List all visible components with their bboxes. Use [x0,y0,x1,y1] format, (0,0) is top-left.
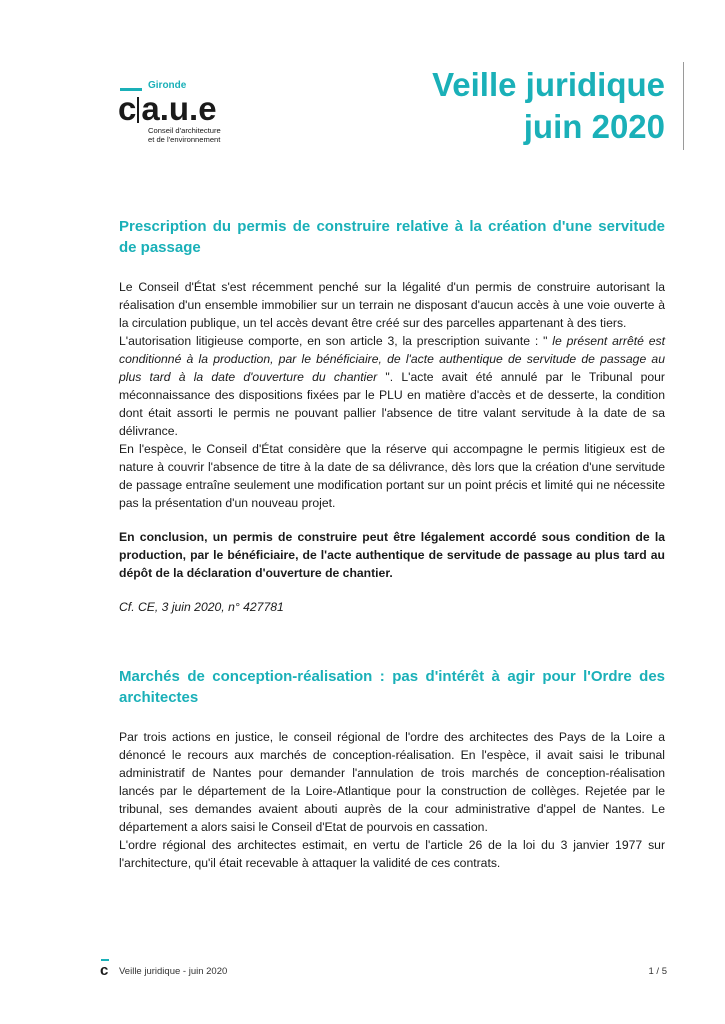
logo-mark [118,92,217,126]
page-number: 1 / 5 [648,966,667,977]
section1-paragraph-3: En l'espèce, le Conseil d'État considère que la réserve qui accompagne le permis litigieux est de nature à couvrir l'absence de titre à la date de sa délivrance, dès lors que la création d'une servitude de passage entraîne seulement une modification portant sur un point précis et limité qui ne nécessite pas la présentation d'un nouveau projet. [119,442,665,510]
section2-paragraph-2: L'ordre régional des architectes estimait, en vertu de l'article 26 de la loi du 3 janvier 1977 sur l'architecture, qu'il était recevable à attaquer la validité de ces contrats. [119,838,665,870]
section1-quote: le présent arrêté est conditionné à la production, par le bénéficiaire, de l'acte authentique de servitude de passage au plus tard à la date d'ouverture du chantier [119,334,666,384]
section1-citation: Cf. CE, 3 juin 2020, n° 427781 [119,600,284,614]
section1-conclusion: En conclusion, un permis de construire peut être légalement accordé sous condition de la production, par le bénéficiaire, de l'acte authentique de servitude de passage au plus tard au dépôt de la déclaration d'ouverture de chantier. [119,530,665,580]
page-title-line1: Veille juridique [432,66,665,103]
logo-region: Gironde [148,80,187,91]
section1-paragraph-2 [119,332,665,440]
page-footer [100,962,667,982]
footer-text: Veille juridique - juin 2020 [119,966,228,977]
section2-paragraph-1: Par trois actions en justice, le conseil régional de l'ordre des architectes des Pays de la Loire a dénoncé le recours aux marchés de conception-réalisation. En l'espèce, il avait saisi le tribunal administratif de Nantes pour demander l'annulation de trois marchés de conception-réalisation lancés par le département de la Loire-Atlantique pour la construction de collèges. Rejetée par le tribunal, ses demandes avaient abouti auprès de la cour administrative d'appel de Nantes. Le département a alors saisi le Conseil d'Etat de pourvois en cassation. [119,730,665,834]
section1-body [119,278,665,616]
header-divider [683,62,684,150]
page-title-line2: juin 2020 [523,108,665,145]
caue-logo [118,80,248,154]
section1-paragraph-2-end: ". L'acte avait été annulé par le Tribunal pour méconnaissance des dispositions fixées par le PLU en matière d'accès et de desserte, la condition dont était assorti le permis ne pouvant pallier l'absence de titre valant servitude à la date de sa délivrance. [119,370,665,438]
section1-paragraph-2-start: L'autorisation litigieuse comporte, en son article 3, la prescription suivante : " [119,334,553,348]
section1-heading: Prescription du permis de construire relative à la création d'une servitude de passage [119,218,665,256]
section2-body [119,728,665,872]
logo-subtitle-line1: Conseil d'architecture [148,126,221,135]
logo-mark-bar [137,97,139,123]
section2-heading: Marchés de conception-réalisation : pas d'intérêt à agir pour l'Ordre des architectes [119,668,665,706]
logo-mark-right: a.u.e [141,90,217,127]
page-title [432,64,665,148]
footer-logo-mark: c [100,962,109,979]
logo-subtitle-line2: et de l'environnement [148,135,221,144]
logo-mark-left: c [118,90,137,127]
logo-subtitle [148,126,221,144]
section1-paragraph-1: Le Conseil d'État s'est récemment penché sur la légalité d'un permis de construire autorisant la réalisation d'un ensemble immobilier sur un terrain ne disposant d'aucun accès à une voie ouverte à la circulation publique, un tel accès devant être créé sur des parcelles appartenant à des tiers. [119,280,665,330]
